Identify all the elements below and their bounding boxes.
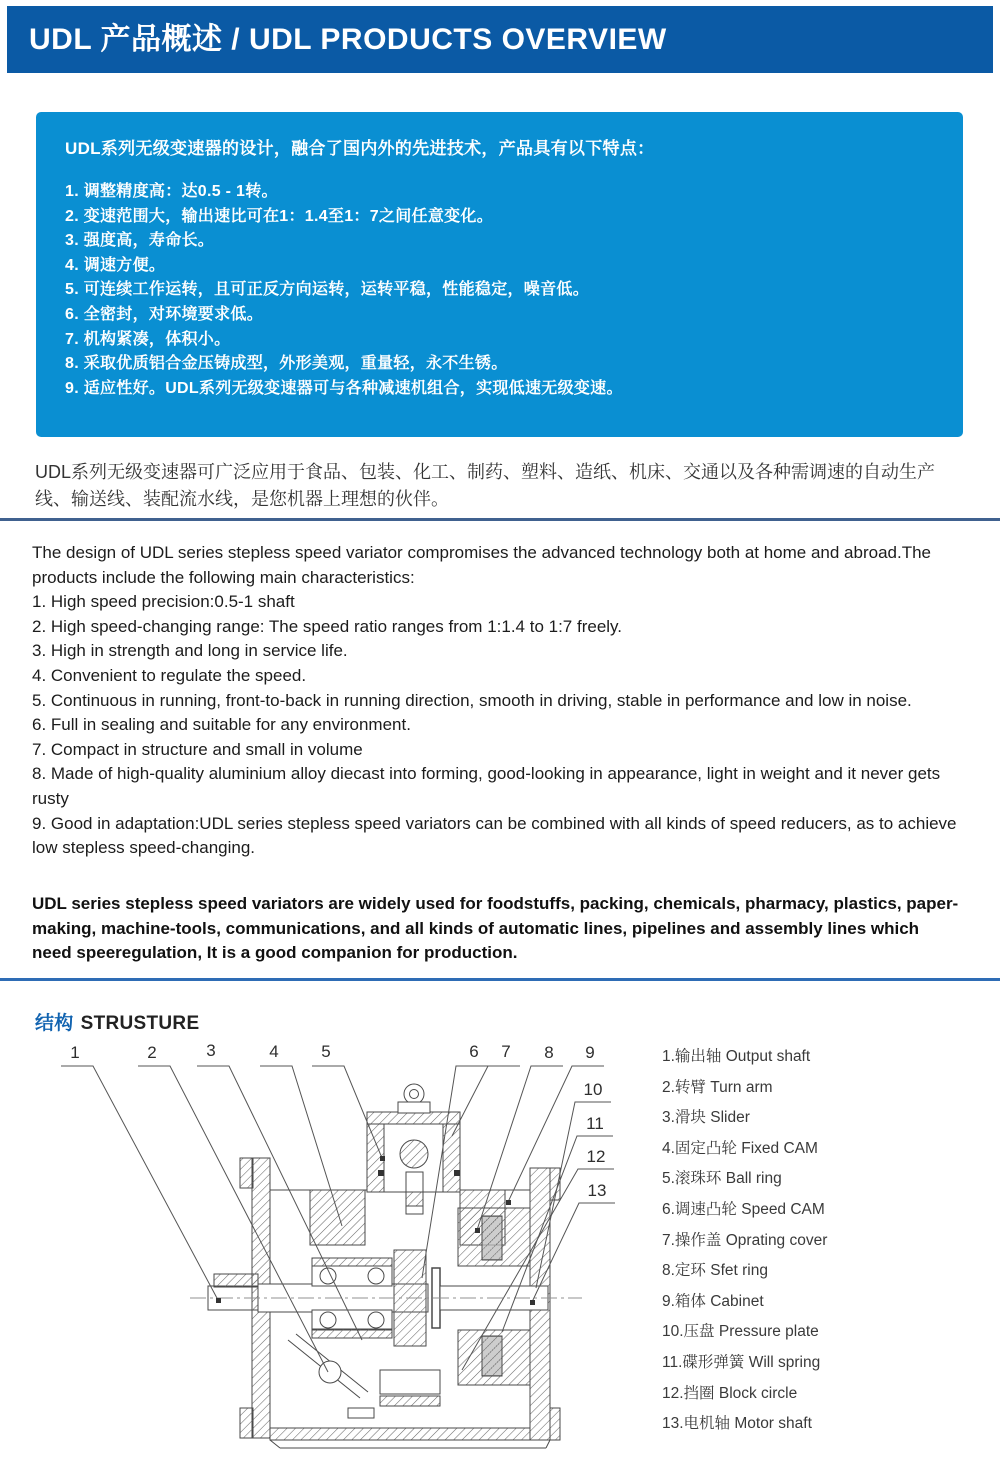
- feature-item: 9. 适应性好。UDL系列无级变速器可与各种减速机组合，实现低速无级变速。: [65, 379, 623, 397]
- feature-item: 4. 调速方便。: [65, 256, 166, 274]
- callout-number: 8: [544, 1043, 554, 1062]
- part-item: 9.箱体 Cabinet: [662, 1292, 764, 1310]
- part-item: 6.调速凸轮 Speed CAM: [662, 1200, 825, 1218]
- callout-number: 1: [70, 1043, 80, 1062]
- part-item: 2.转臂 Turn arm: [662, 1078, 773, 1096]
- part-item: 13.电机轴 Motor shaft: [662, 1415, 812, 1433]
- feature-item: 6. 全密封，对环境要求低。: [65, 305, 263, 323]
- page-title: UDL 产品概述 / UDL PRODUCTS OVERVIEW: [7, 6, 993, 73]
- callout-number: 11: [586, 1114, 604, 1133]
- part-item: 11.碟形弹簧 Will spring: [662, 1353, 821, 1371]
- part-item: 3.滑块 Slider: [662, 1109, 750, 1127]
- structure-diagram: [30, 1040, 670, 1460]
- feature-item: 3. 强度高，寿命长。: [65, 232, 215, 250]
- en-item: 1. High speed precision:0.5-1 shaft: [32, 592, 295, 612]
- callout-number: 9: [585, 1043, 595, 1062]
- parts-list: [662, 1042, 997, 1440]
- part-item: 1.输出轴 Output shaft: [662, 1048, 811, 1065]
- en-item: 4. Convenient to regulate the speed.: [32, 665, 307, 685]
- part-item: 12.挡圈 Block circle: [662, 1384, 798, 1402]
- en-applications-paragraph: UDL series stepless speed variators are widely used for foodstuffs, packing, chemicals, pharmacy, plastics, paper-making, machine-tools, communications, and all kinds of automatic lines, pipelines and assembly lines which need speeregulation, It is a good companion for production.: [32, 894, 959, 963]
- en-item: 2. High speed-changing range: The speed ratio ranges from 1:1.4 to 1:7 freely.: [32, 616, 623, 636]
- callout-number: 4: [269, 1042, 279, 1061]
- part-item: 10.压盘 Pressure plate: [662, 1323, 819, 1341]
- en-item: 9. Good in adaptation:UDL series stepless speed variators can be combined with all kinds of speed reducers, as to achieve low stepless speed-changing.: [32, 813, 957, 858]
- feature-box-heading: UDL系列无级变速器的设计，融合了国内外的先进技术，产品具有以下特点：: [65, 139, 655, 158]
- callout-number: 5: [321, 1042, 331, 1061]
- feature-item: 1. 调整精度高：达0.5 - 1转。: [65, 183, 278, 200]
- callout-number: 7: [501, 1042, 511, 1061]
- structure-title-cn: 结构: [35, 1013, 74, 1034]
- feature-item: 8. 采取优质铝合金压铸成型，外形美观，重量轻，永不生锈。: [65, 355, 508, 373]
- feature-item: 2. 变速范围大，输出速比可在1：1.4至1：7之间任意变化。: [65, 207, 494, 225]
- part-item: 5.滚珠环 Ball ring: [662, 1170, 782, 1188]
- callout-number: 12: [586, 1147, 606, 1166]
- callout-number: 10: [583, 1080, 603, 1099]
- structure-section-title: [35, 1008, 199, 1035]
- en-item: 6. Full in sealing and suitable for any environment.: [32, 715, 411, 735]
- feature-item: 5. 可连续工作运转，且可正反方向运转，运转平稳，性能稳定，噪音低。: [65, 281, 589, 299]
- structure-title-en: STRUSTURE: [80, 1013, 200, 1034]
- part-item: 4.固定凸轮 Fixed CAM: [662, 1139, 818, 1157]
- callout-number: 6: [469, 1042, 479, 1061]
- en-intro: The design of UDL series stepless speed variator compromises the advanced technology both at home and abroad.The products include the following main characteristics:: [32, 543, 931, 587]
- feature-item: 7. 机构紧凑，体积小。: [65, 330, 231, 348]
- callout-number: 13: [587, 1181, 607, 1200]
- feature-box: [36, 112, 963, 437]
- part-item: 8.定环 Sfet ring: [662, 1262, 768, 1280]
- divider-line: [0, 978, 1000, 981]
- part-item: 7.操作盖 Oprating cover: [662, 1231, 828, 1249]
- divider-line: [0, 518, 1000, 521]
- variator-cross-section-diagram: [30, 1040, 670, 1460]
- en-description-block: [32, 541, 962, 861]
- callout-number: 3: [206, 1041, 216, 1060]
- en-item: 3. High in strength and long in service life.: [32, 641, 348, 661]
- callout-number: 2: [147, 1043, 157, 1062]
- cn-applications-paragraph: UDL系列无级变速器可广泛应用于食品、包装、化工、制药、塑料、造纸、机床、交通以及各种需调速的自动生产线、输送线、装配流水线，是您机器上理想的伙伴。: [35, 462, 936, 509]
- en-item: 5. Continuous in running, front-to-back in running direction, smooth in driving, stable in performance and low in noise.: [32, 690, 912, 710]
- en-item: 7. Compact in structure and small in volume: [32, 739, 363, 759]
- en-item: 8. Made of high-quality aluminium alloy diecast into forming, good-looking in appearance, light in weight and it never gets rusty: [32, 764, 941, 808]
